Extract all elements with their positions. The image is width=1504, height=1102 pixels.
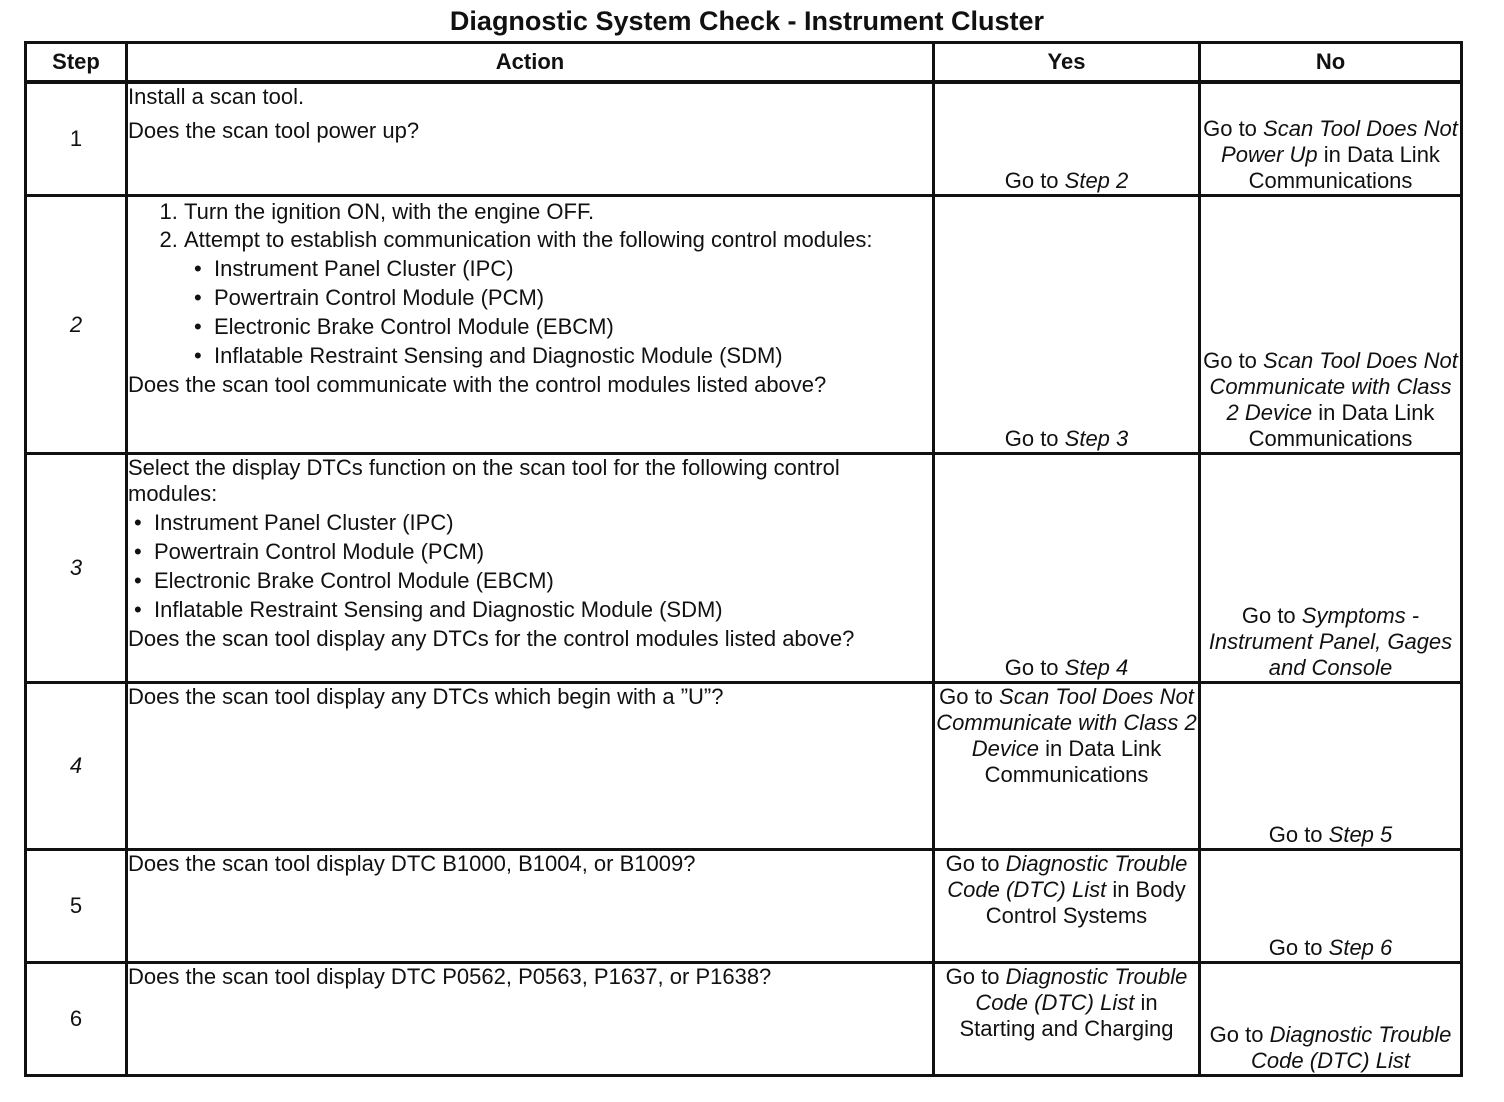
action-question: Does the scan tool display any DTCs for the control modules listed above? [128,626,855,651]
bullet-icon: • [194,314,202,339]
action-cell [127,963,934,1076]
yes-suffix: in Starting and Charging [959,990,1174,1041]
table-row [26,850,1462,963]
action-cell [127,454,934,683]
header-action: Action [127,43,934,83]
action-question: Does the scan tool power up? [128,118,420,143]
step-number: 2 [26,196,127,454]
step-number: 1 [26,82,127,196]
bullet-icon: • [194,343,202,368]
list-item [134,568,932,594]
yes-suffix: in Data Link Communications [984,736,1162,787]
page-title: Diagnostic System Check - Instrument Cluster [449,6,1045,36]
step-number: 3 [26,454,127,683]
numbered-step [184,227,932,369]
numbered-step-text: Attempt to establish communication with the following control modules: [184,227,873,252]
no-link[interactable]: Scan Tool Does Not Power Up [1221,116,1458,167]
bullet-icon: • [134,597,142,622]
no-link[interactable]: Step 5 [1328,822,1393,847]
no-cell [1200,683,1462,850]
table-row [26,82,1462,196]
yes-cell [934,82,1200,196]
step-number: 6 [26,963,127,1076]
no-cell [1200,454,1462,683]
module-list [184,256,932,369]
table-row [26,196,1462,454]
action-question: Does the scan tool communicate with the control modules listed above? [128,372,827,397]
yes-cell [934,963,1200,1076]
action-question: Does the scan tool display any DTCs which begin with a ”U”? [128,684,724,709]
yes-prefix: Go to [945,851,1006,876]
no-suffix: in Data Link Communications [1248,400,1435,451]
yes-link[interactable]: Scan Tool Does Not Communicate with Class 2 Device [936,684,1197,761]
header-step: Step [26,43,127,83]
header-row [26,43,1462,83]
table-row [26,963,1462,1076]
no-link[interactable]: Diagnostic Trouble Code (DTC) List [1251,1022,1452,1073]
list-item [134,539,932,565]
module-name: Electronic Brake Control Module (EBCM) [214,314,614,339]
list-item [134,597,932,623]
list-item [194,314,932,340]
list-item [194,256,932,282]
numbered-step: 1. Turn the ignition ON, with the engine OFF. [184,199,932,225]
module-list [128,510,932,623]
no-link[interactable]: Symptoms - Instrument Panel, Gages and Console [1208,603,1453,680]
no-link[interactable]: Step 6 [1328,935,1393,960]
no-prefix: Go to [1268,935,1329,960]
no-prefix: Go to [1209,1022,1270,1047]
yes-prefix: Go to [1004,655,1065,680]
list-item [194,285,932,311]
no-prefix: Go to [1203,348,1264,373]
yes-prefix: Go to [939,684,1000,709]
bullet-icon: • [194,285,202,310]
yes-link[interactable]: Step 3 [1064,426,1129,451]
module-name: Instrument Panel Cluster (IPC) [214,256,514,281]
yes-link[interactable]: Step 4 [1064,655,1129,680]
list-item [134,510,932,536]
no-cell [1200,196,1462,454]
no-prefix: Go to [1268,822,1329,847]
action-intro: Select the display DTCs function on the scan tool for the following control modules: [128,455,840,506]
action-cell [127,196,934,454]
bullet-icon: • [134,510,142,535]
diagnostic-table [24,41,1463,1077]
no-cell [1200,82,1462,196]
module-name: Instrument Panel Cluster (IPC) [154,510,454,535]
yes-link[interactable]: Diagnostic Trouble Code (DTC) List [947,851,1188,902]
table-row [26,683,1462,850]
action-intro: Install a scan tool. [128,84,305,109]
header-yes: Yes [934,43,1200,83]
no-suffix: in Data Link Communications [1248,142,1440,193]
yes-cell [934,683,1200,850]
module-name: Powertrain Control Module (PCM) [214,285,545,310]
header-no: No [1200,43,1462,83]
yes-link[interactable]: Step 2 [1064,168,1129,193]
yes-cell [934,850,1200,963]
bullet-icon: • [134,539,142,564]
action-cell [127,850,934,963]
module-name: Electronic Brake Control Module (EBCM) [154,568,554,593]
no-prefix: Go to [1241,603,1302,628]
module-name: Inflatable Restraint Sensing and Diagnostic Module (SDM) [154,597,723,622]
bullet-icon: • [134,568,142,593]
module-name: Inflatable Restraint Sensing and Diagnostic Module (SDM) [214,343,783,368]
no-prefix: Go to [1203,116,1264,141]
step-number: 5 [26,850,127,963]
action-cell [127,82,934,196]
yes-link[interactable]: Diagnostic Trouble Code (DTC) List [975,964,1188,1015]
no-cell [1200,963,1462,1076]
action-cell [127,683,934,850]
action-question: Does the scan tool display DTC P0562, P0563, P1637, or P1638? [128,964,772,989]
yes-prefix: Go to [945,964,1006,989]
table-row [26,454,1462,683]
action-question: Does the scan tool display DTC B1000, B1004, or B1009? [128,851,696,876]
step-number: 4 [26,683,127,850]
yes-cell [934,196,1200,454]
yes-prefix: Go to [1004,168,1065,193]
no-cell [1200,850,1462,963]
yes-prefix: Go to [1004,426,1065,451]
yes-suffix: in Body Control Systems [985,877,1186,928]
list-item [194,343,932,369]
no-link[interactable]: Scan Tool Does Not Communicate with Class 2 Device [1209,348,1458,425]
bullet-icon: • [194,256,202,281]
module-name: Powertrain Control Module (PCM) [154,539,485,564]
numbered-steps [128,199,932,369]
yes-cell [934,454,1200,683]
